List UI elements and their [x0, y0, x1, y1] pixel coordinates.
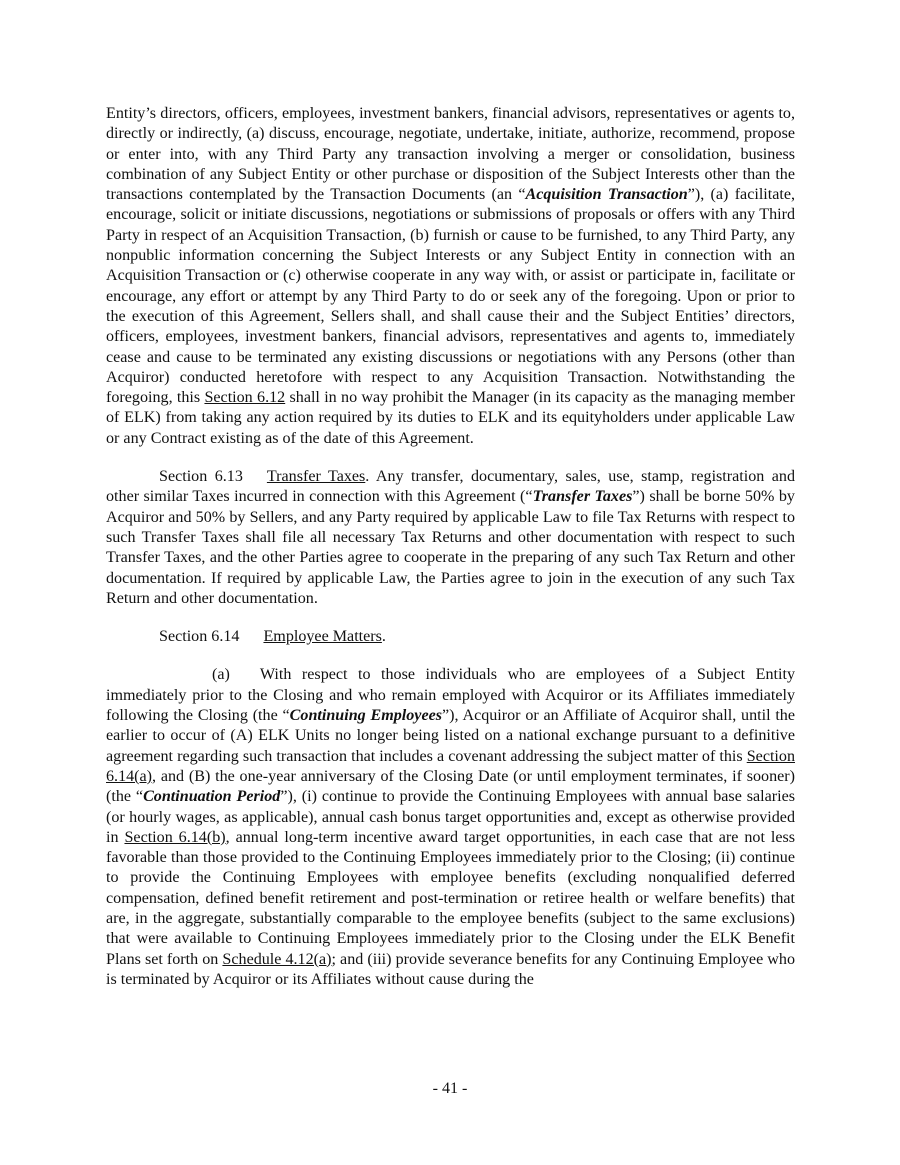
subsection-a-continuing-employees: (a) With respect to those individuals who are employees of a Subject Entity immediately prior to the Closing and who remain employed with Acquiror or its Affiliates immediately following the Closing (the “Continuing Employees”), Acquiror or an Affiliate of Acquiror shall, until the earlier to occur of (A) ELK Units no longer being listed on a national exchange pursuant to a definitive agreement regarding such transaction that includes a covenant addressing the subject matter of this Section 6.14(a), and (B) the one-year anniversary of the Closing Date (or until employment terminates, if sooner) (the “Continuation Period”), (i) continue to provide the Continuing Employees with annual base salaries (or hourly wages, as applicable), annual cash bonus target opportunities and, except as otherwise provided in Section 6.14(b), annual long-term incentive award target opportunities, in each case that are not less favorable than those provided to the Continuing Employees immediately prior to the Closing; (ii) continue to provide the Continuing Employees with employee benefits (excluding nonqualified deferred compensation, defined benefit retirement and post-termination or retiree health or welfare benefits) that are, in the aggregate, substantially comparable to the employee benefits (subject to the same exclusions) that were available to Continuing Employees immediately prior to the Closing under the ELK Benefit Plans set forth on Schedule 4.12(a); and (iii) provide severance benefits for any Continuing Employee who is terminated by Acquiror or its Affiliates without cause during the [106, 666, 796, 988]
cross-reference-section-6-14-b: Section 6.14(b) [124, 828, 226, 846]
defined-term-acquisition-transaction: Acquisition Transaction [525, 186, 688, 204]
defined-term-transfer-taxes: Transfer Taxes [532, 488, 633, 506]
section-6-14-employee-matters: Section 6.14 Employee Matters. [159, 628, 386, 646]
section-number: Section 6.13 [159, 468, 243, 486]
section-heading: Transfer Taxes [266, 468, 366, 486]
document-page [106, 104, 795, 990]
section-number: Section 6.14 [159, 628, 240, 646]
defined-term-continuing-employees: Continuing Employees [289, 707, 443, 725]
subsection-label: (a) [212, 666, 230, 684]
paragraph-acquisition-transaction: Entity’s directors, officers, employees, investment bankers, financial advisors, representatives or agents to, directly or indirectly, (a) discuss, encourage, negotiate, undertake, initiate, authorize, recommend, propose or enter into, with any Third Party any transaction involving a merger or consolidation, business combination of any Subject Entity or other purchase or disposition of the Subject Interests other than the transactions contemplated by the Transaction Documents (an “Acquisition Transaction”), (a) facilitate, encourage, solicit or initiate discussions, negotiations or submissions of proposals or offers with any Third Party in respect of an Acquisition Transaction, (b) furnish or cause to be furnished, to any Third Party, any nonpublic information concerning the Subject Interests or any Subject Entity in connection with an Acquisition Transaction or (c) otherwise cooperate in any way with, or assist or participate in, facilitate or encourage, any effort or attempt by any Third Party to do or seek any of the foregoing. Upon or prior to the execution of this Agreement, Sellers shall, and shall cause their and the Subject Entities’ directors, officers, employees, investment bankers, financial advisors, representatives and agents to, immediately cease and cause to be terminated any existing discussions or negotiations with any Persons (other than Acquiror) conducted heretofore with respect to any Acquisition Transaction. Notwithstanding the foregoing, this Section 6.12 shall in no way prohibit the Manager (in its capacity as the managing member of ELK) from taking any action required by its duties to ELK and its equityholders under applicable Law or any Contract existing as of the date of this Agreement. [106, 105, 796, 447]
section-6-13-transfer-taxes: Section 6.13 Transfer Taxes. Any transfer, documentary, sales, use, stamp, registration and other similar Taxes incurred in connection with this Agreement (“Transfer Taxes”) shall be borne 50% by Acquiror and 50% by Sellers, and any Party required by applicable Law to file Tax Returns with respect to such Transfer Taxes shall file all necessary Tax Returns and other documentation with respect to such Transfer Taxes, and the other Parties agree to cooperate in the preparing of any such Tax Return and other documentation. If required by applicable Law, the Parties agree to join in the execution of any such Tax Return and other documentation. [106, 468, 795, 607]
section-heading: Employee Matters [263, 628, 382, 646]
page-number: - 41 - [432, 1080, 468, 1097]
cross-reference-section-6-14-a: Section 6.14(a) [106, 747, 795, 785]
cross-reference-section-6-12: Section 6.12 [204, 389, 286, 407]
cross-reference-schedule-4-12-a: Schedule 4.12(a) [222, 950, 332, 968]
defined-term-continuation-period: Continuation Period [143, 788, 281, 806]
